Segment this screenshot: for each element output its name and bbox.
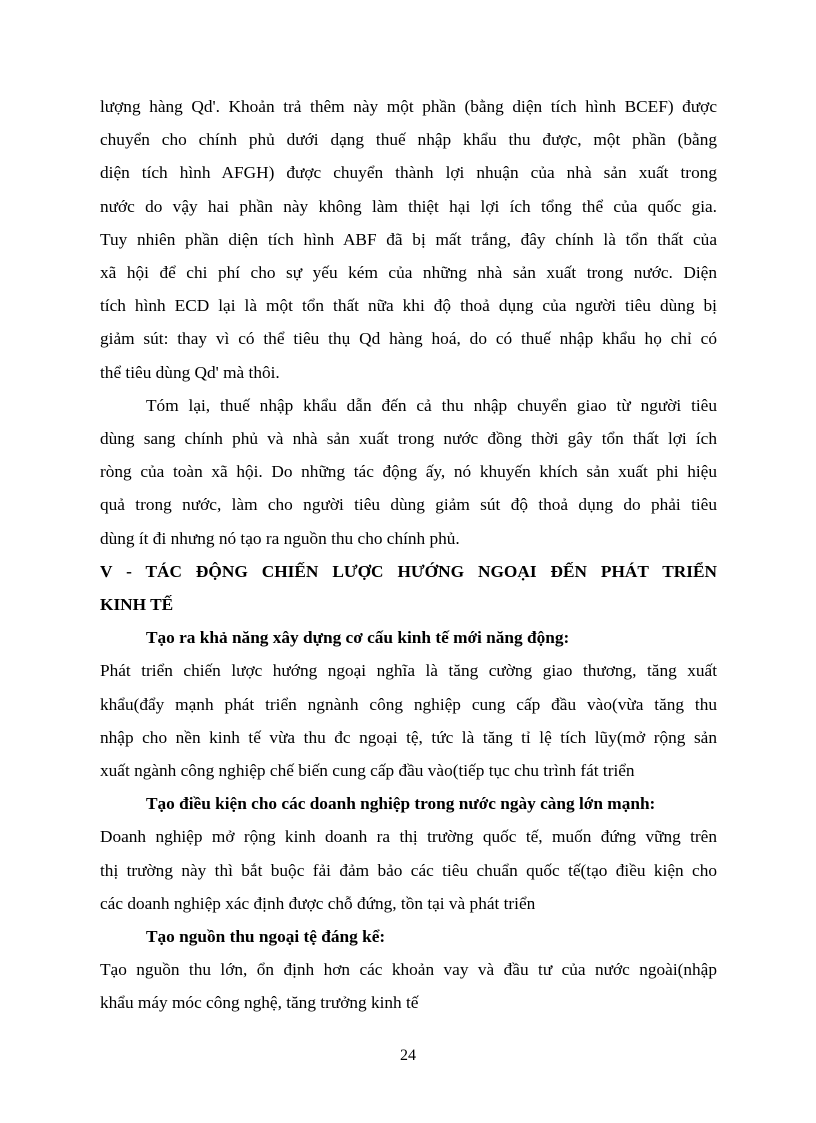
subsection-foreign-currency	[100, 920, 717, 1020]
text-line: Tuy nhiên phần diện tích hình ABF đã bị mất trắng, đây chính là tổn thất của	[100, 229, 717, 249]
text-line: dùng ít đi nhưng nó tạo ra nguồn thu cho chính phủ.	[100, 528, 460, 548]
text-line: xã hội để chi phí cho sự yếu kém của những nhà sản xuất trong nước. Diện	[100, 263, 717, 283]
subsection-economic-structure	[100, 621, 717, 787]
subsection-heading: Tạo nguồn thu ngoại tệ đáng kể:	[146, 927, 386, 947]
subsection-heading: Tạo điều kiện cho các doanh nghiệp trong nước ngày càng lớn mạnh:	[146, 794, 656, 814]
text-line: chuyển cho chính phủ dưới dạng thuế nhập khẩu thu được, một phần (bằng	[100, 130, 717, 150]
section-heading	[100, 555, 717, 621]
text-line: Tạo nguồn thu lớn, ổn định hơn các khoản vay và đầu tư của nước ngoài(nhập	[100, 960, 717, 980]
text-line: khẩu(đẩy mạnh phát triển ngnành công nghiệp cung cấp đầu vào(vừa tăng thu	[100, 694, 717, 714]
text-line: nhập cho nền kinh tế vừa thu đc ngoại tệ, tức là tăng tỉ lệ tích lũy(mở rộng sản	[100, 727, 717, 747]
text-line: ròng của toàn xã hội. Do những tác động ấy, nó khuyến khích sản xuất phi hiệu	[100, 462, 717, 482]
text-line: tích hình ECD lại là một tổn thất nữa khi độ thoả dụng của người tiêu dùng bị	[100, 296, 717, 316]
text-line: Tóm lại, thuế nhập khẩu dẫn đến cả thu nhập chuyển giao từ người tiêu	[146, 395, 717, 415]
text-line: các doanh nghiệp xác định được chỗ đứng, tồn tại và phát triển	[100, 893, 536, 913]
text-line: Doanh nghiệp mở rộng kinh doanh ra thị trường quốc tế, muốn đứng vững trên	[100, 827, 717, 847]
text-line: quả trong nước, làm cho người tiêu dùng giảm sút độ thoả dụng do phải tiêu	[100, 495, 717, 515]
text-line: thể tiêu dùng Qd' mà thôi.	[100, 362, 280, 382]
document-page	[100, 90, 717, 1020]
text-line: dùng sang chính phủ và nhà sản xuất trong nước đồng thời gây tổn thất lợi ích	[100, 429, 717, 449]
heading-line: KINH TẾ	[100, 595, 174, 615]
subsection-heading: Tạo ra khả năng xây dựng cơ cấu kinh tế mới năng động:	[146, 628, 570, 648]
text-line: giảm sút: thay vì có thể tiêu thụ Qd hàng hoá, do có thuế nhập khẩu họ chỉ có	[100, 329, 717, 349]
text-line: lượng hàng Qd'. Khoản trả thêm này một phần (bằng diện tích hình BCEF) được	[100, 97, 717, 116]
text-line: nước do vậy hai phần này không làm thiệt hại lợi ích tổng thể của quốc gia.	[100, 196, 717, 216]
text-line: diện tích hình AFGH) được chuyển thành lợi nhuận của nhà sản xuất trong	[100, 163, 717, 183]
heading-line: V - TÁC ĐỘNG CHIẾN LƯỢC HƯỚNG NGOẠI ĐẾN PHÁT TRIỂN	[100, 561, 717, 581]
page-number: 24	[400, 1047, 416, 1064]
text-line: khẩu máy móc công nghệ, tăng trưởng kinh tế	[100, 993, 419, 1013]
paragraph-tariff-effects	[100, 90, 717, 389]
text-line: Phát triển chiến lược hướng ngoại nghĩa là tăng cường giao thương, tăng xuất	[100, 661, 717, 681]
text-line: xuất ngành công nghiệp chế biến cung cấp đầu vào(tiếp tục chu trình fát triển	[100, 761, 635, 781]
text-line: thị trường này thì bắt buộc fải đảm bảo các tiêu chuẩn quốc tế(tạo điều kiện cho	[100, 860, 717, 880]
subsection-enterprises	[100, 787, 717, 920]
paragraph-summary	[100, 389, 717, 555]
